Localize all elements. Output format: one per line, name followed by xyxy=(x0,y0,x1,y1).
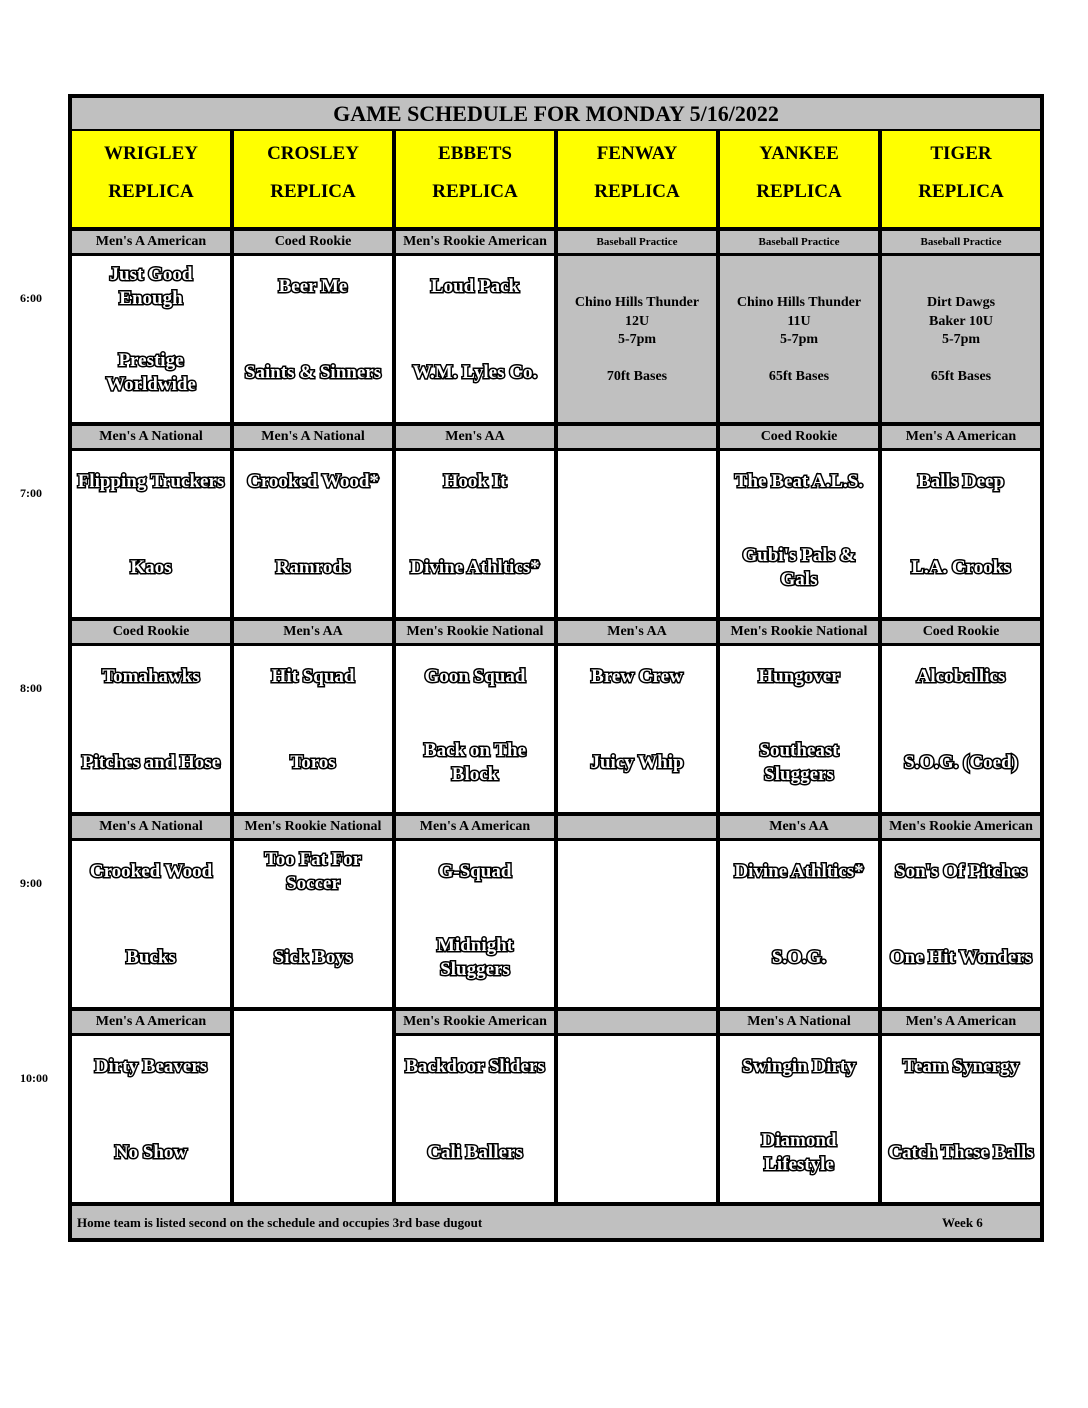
home-team xyxy=(558,930,716,986)
field-header-ebbets xyxy=(396,131,554,227)
away-team: Balls Deep xyxy=(917,471,1005,492)
game-cell xyxy=(234,646,392,812)
footer-bar xyxy=(72,1206,1040,1238)
game-cell xyxy=(558,1036,716,1202)
field-subtitle: REPLICA xyxy=(918,181,1004,202)
field-subtitle: REPLICA xyxy=(594,181,680,202)
division-label: Men's Rookie National xyxy=(396,621,554,643)
home-team xyxy=(558,540,716,596)
home-team: Divine Athltics* xyxy=(410,557,540,578)
practice-bases: 65ft Bases xyxy=(768,369,830,384)
time-label-700: 7:00 xyxy=(20,486,42,500)
division-label: Baseball Practice xyxy=(720,231,878,253)
home-team: Sick Boys xyxy=(273,947,353,968)
away-team: The Beat A.L.S. xyxy=(734,471,864,492)
away-team: Hit Squad xyxy=(271,666,355,687)
away-team: Brew Crew xyxy=(591,666,683,687)
home-team: Southeast Sluggers xyxy=(759,740,839,785)
away-team: Divine Athltics* xyxy=(734,861,864,882)
game-cell xyxy=(720,451,878,617)
field-header-wrigley xyxy=(72,131,230,227)
division-label: Men's AA xyxy=(558,621,716,643)
division-label: Coed Rookie xyxy=(72,621,230,643)
division-label xyxy=(558,816,716,838)
division-label: Men's Rookie American xyxy=(882,816,1040,838)
away-team: Hook It xyxy=(443,471,507,492)
away-team: Crooked Wood xyxy=(89,861,213,882)
away-team: Just Good Enough xyxy=(109,264,193,309)
schedule-title: GAME SCHEDULE FOR MONDAY 5/16/2022 xyxy=(72,98,1040,129)
division-label: Men's A National xyxy=(72,816,230,838)
division-label: Men's AA xyxy=(234,621,392,643)
game-cell xyxy=(396,451,554,617)
division-label: Men's A National xyxy=(72,426,230,448)
home-team: Diamond Lifestyle xyxy=(761,1130,837,1175)
field-name: EBBETS xyxy=(438,143,512,164)
away-team: Dirty Beavers xyxy=(94,1056,208,1077)
footer-note: Home team is listed second on the schedule and occupies 3rd base dugout xyxy=(77,1215,483,1230)
home-team: Ramrods xyxy=(275,557,351,578)
division-label: Men's AA xyxy=(396,426,554,448)
away-team: Crooked Wood* xyxy=(247,471,379,492)
field-subtitle: REPLICA xyxy=(270,181,356,202)
away-team: Team Synergy xyxy=(903,1056,1019,1077)
week-label: Week 6 xyxy=(942,1215,983,1230)
game-cell xyxy=(396,1036,554,1202)
home-team: Saints & Sinners xyxy=(244,362,382,383)
division-label: Baseball Practice xyxy=(882,231,1040,253)
away-team: Hungover xyxy=(758,666,840,687)
field-subtitle: REPLICA xyxy=(756,181,842,202)
away-team xyxy=(558,1039,716,1095)
home-team: Gubi's Pals & Gals xyxy=(742,545,856,590)
field-name: FENWAY xyxy=(596,143,678,164)
home-team xyxy=(558,1125,716,1181)
home-team: Juicy Whip xyxy=(590,752,684,773)
division-label: Men's A American xyxy=(72,1011,230,1033)
practice-bases: 65ft Bases xyxy=(930,369,992,384)
game-cell xyxy=(72,1036,230,1202)
game-cell xyxy=(720,1036,878,1202)
away-team: Backdoor Sliders xyxy=(405,1056,545,1077)
away-team: Tomahawks xyxy=(102,666,200,687)
home-team: Toros xyxy=(290,752,336,773)
practice-team: Dirt Dawgs Baker 10U 5-7pm xyxy=(926,295,996,347)
game-cell xyxy=(882,646,1040,812)
away-team: G-Squad xyxy=(438,861,512,882)
field-subtitle: REPLICA xyxy=(108,181,194,202)
game-cell xyxy=(720,841,878,1007)
home-team: W.M. Lyles Co. xyxy=(412,362,538,383)
division-label: Men's A National xyxy=(234,426,392,448)
division-label: Men's Rookie American xyxy=(396,1011,554,1033)
game-cell xyxy=(882,1036,1040,1202)
field-header-tiger xyxy=(882,131,1040,227)
field-header-yankee xyxy=(720,131,878,227)
home-team: Kaos xyxy=(130,557,172,578)
away-team: Alcoballics xyxy=(916,666,1006,687)
time-label-800: 8:00 xyxy=(20,681,42,695)
division-label: Coed Rookie xyxy=(720,426,878,448)
division-label: Men's AA xyxy=(720,816,878,838)
home-team: Midnight Sluggers xyxy=(436,935,514,980)
game-cell xyxy=(558,841,716,1007)
game-cell xyxy=(558,451,716,617)
home-team: S.O.G. xyxy=(771,947,827,968)
division-label: Coed Rookie xyxy=(234,231,392,253)
game-cell xyxy=(234,841,392,1007)
game-cell xyxy=(882,451,1040,617)
home-team: L.A. Crooks xyxy=(911,557,1011,578)
home-team: Bucks xyxy=(126,947,176,968)
practice-bases: 70ft Bases xyxy=(606,369,668,384)
practice-cell xyxy=(720,256,878,422)
field-name: YANKEE xyxy=(759,143,839,164)
away-team: Loud Pack xyxy=(430,276,520,297)
field-header-fenway xyxy=(558,131,716,227)
schedule-table xyxy=(68,94,1044,1242)
away-team xyxy=(558,454,716,510)
home-team: Prestige Worldwide xyxy=(106,350,196,395)
field-subtitle: REPLICA xyxy=(432,181,518,202)
game-cell xyxy=(234,256,392,422)
game-cell xyxy=(72,256,230,422)
home-team: Back on The Block xyxy=(423,740,527,785)
away-team xyxy=(558,844,716,900)
away-team: Beer Me xyxy=(278,276,348,297)
game-cell xyxy=(396,256,554,422)
game-cell xyxy=(72,646,230,812)
practice-team: Chino Hills Thunder 12U 5-7pm xyxy=(574,295,700,347)
field-header-crosley xyxy=(234,131,392,227)
away-team: Goon Squad xyxy=(424,666,526,687)
field-name: TIGER xyxy=(930,143,992,164)
away-team: Too Fat For Soccer xyxy=(264,849,362,894)
division-label: Men's A American xyxy=(882,1011,1040,1033)
home-team: S.O.G. (Coed) xyxy=(904,752,1018,773)
time-label-900: 9:00 xyxy=(20,876,42,890)
home-team: Pitches and Hose xyxy=(81,752,221,773)
field-name: CROSLEY xyxy=(267,143,359,164)
game-cell xyxy=(396,646,554,812)
practice-team: Chino Hills Thunder 11U 5-7pm xyxy=(736,295,862,347)
home-team: Cali Ballers xyxy=(427,1142,523,1163)
game-cell xyxy=(882,841,1040,1007)
division-label: Baseball Practice xyxy=(558,231,716,253)
division-label: Men's A American xyxy=(396,816,554,838)
empty-slot xyxy=(234,1011,392,1202)
away-team: Swingin Dirty xyxy=(742,1056,856,1077)
game-cell xyxy=(72,451,230,617)
home-team: One Hit Wonders xyxy=(889,947,1033,968)
time-label-600: 6:00 xyxy=(20,291,42,305)
division-label: Men's A American xyxy=(882,426,1040,448)
practice-cell xyxy=(558,256,716,422)
field-name: WRIGLEY xyxy=(104,143,198,164)
division-label xyxy=(558,1011,716,1033)
division-label: Men's Rookie National xyxy=(720,621,878,643)
away-team: Flipping Truckers xyxy=(77,471,225,492)
time-label-1000: 10:00 xyxy=(20,1071,48,1085)
away-team: Son's Of Pitches xyxy=(895,861,1027,882)
division-label: Men's Rookie National xyxy=(234,816,392,838)
game-cell xyxy=(72,841,230,1007)
division-label xyxy=(558,426,716,448)
practice-cell xyxy=(882,256,1040,422)
division-label: Coed Rookie xyxy=(882,621,1040,643)
game-cell xyxy=(234,451,392,617)
division-label: Men's A American xyxy=(72,231,230,253)
division-label: Men's Rookie American xyxy=(396,231,554,253)
game-cell xyxy=(396,841,554,1007)
home-team: No Show xyxy=(114,1142,188,1163)
game-cell xyxy=(558,646,716,812)
game-cell xyxy=(720,646,878,812)
home-team: Catch These Balls xyxy=(888,1142,1034,1163)
division-label: Men's A National xyxy=(720,1011,878,1033)
